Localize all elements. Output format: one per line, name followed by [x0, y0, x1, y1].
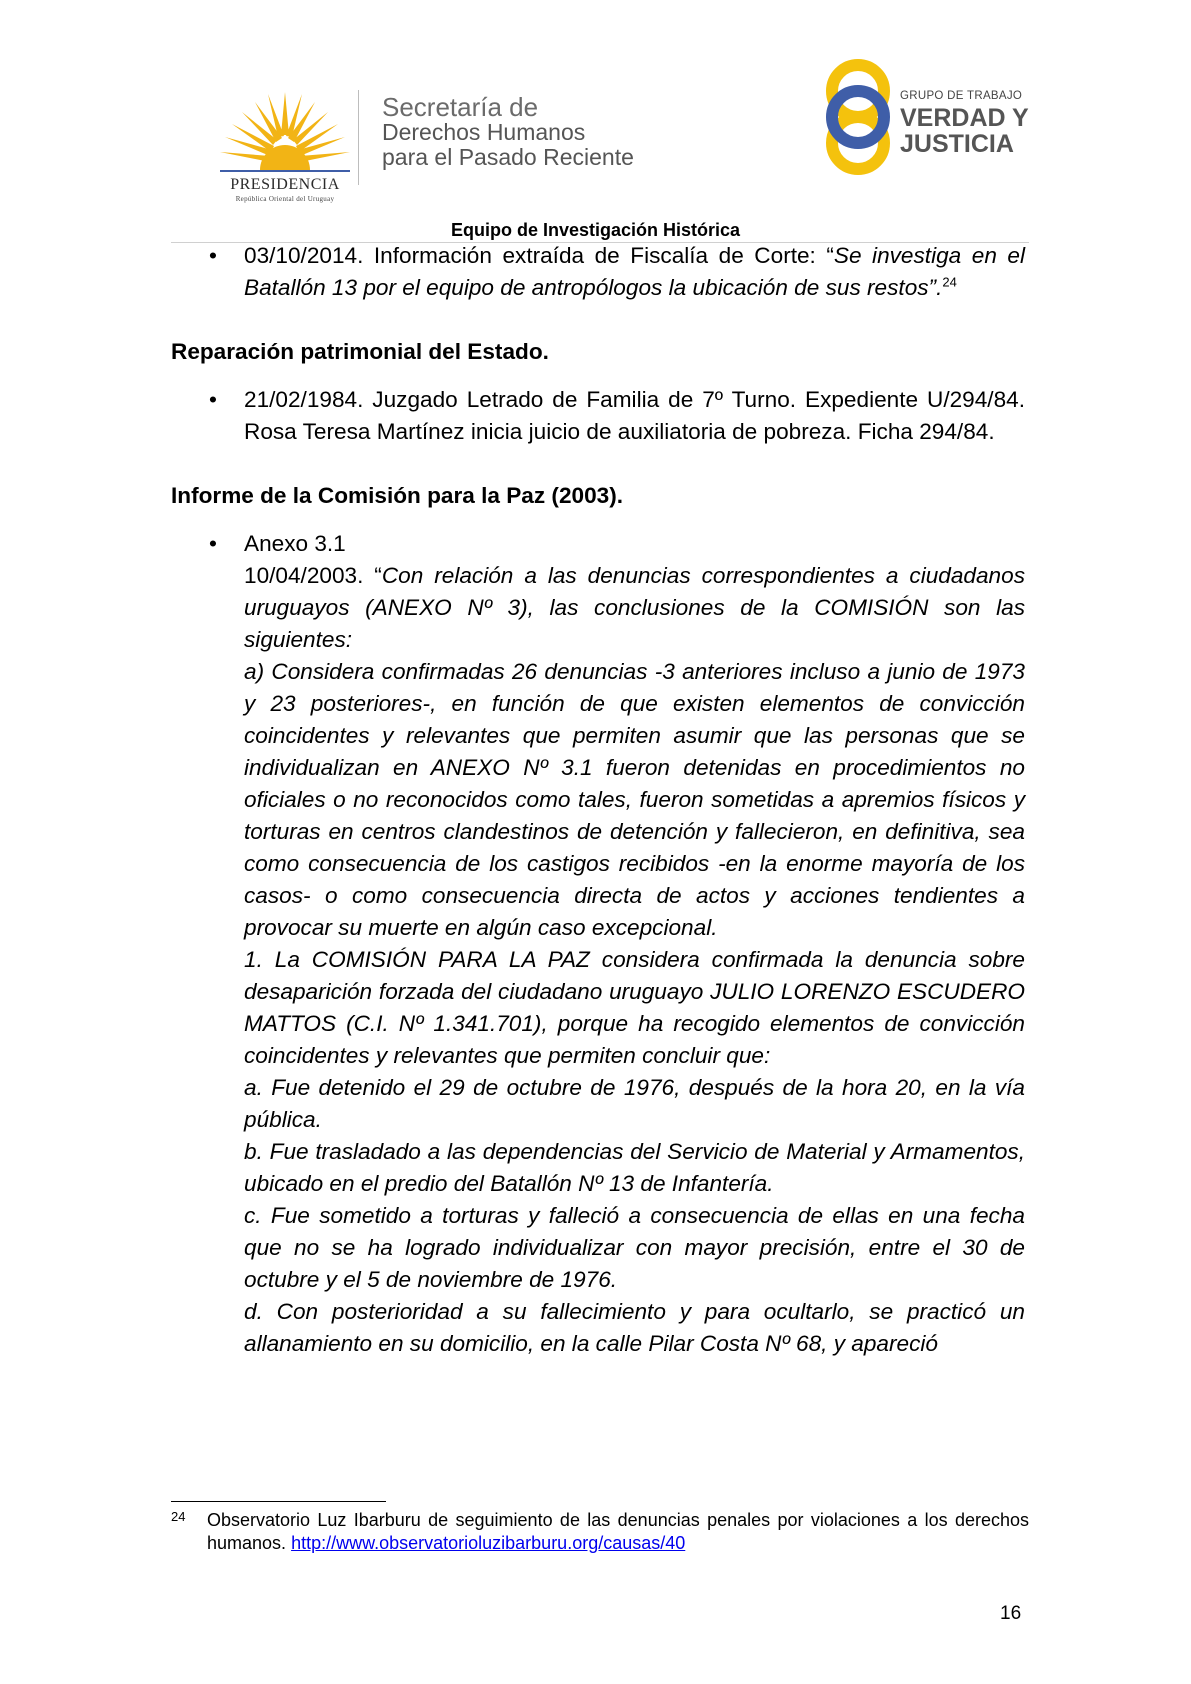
paragraph: 21/02/1984. Juzgado Letrado de Familia de 7º Turno. Expediente U/294/84. Rosa Teresa Martínez inicia juicio de auxiliatoria de pobreza. Ficha 294/84.: [244, 387, 1025, 444]
footnote-number: 24: [171, 1509, 186, 1524]
secretaria-line2: Derechos Humanos: [382, 119, 586, 145]
list-item: [171, 384, 1025, 448]
presidencia-name: PRESIDENCIA: [230, 176, 340, 193]
secretaria-logo-text: [382, 92, 634, 170]
paragraph: a) Considera confirmadas 26 denuncias -3 anteriores incluso a junio de 1973 y 23 posteriores-, en función de que existen elementos de convicción coincidentes y relevantes que permiten asumir que las personas que se individualizan en ANEXO Nº 3.1 fueron detenidas en procedimientos no oficiales o no reconocidos como tales, fueron sometidas a apremios físicos y torturas en centros clandestinos de detención y fallecieron, en definitiva, sea como consecuencia de los castigos recibidos -en la enorme mayoría de los casos- o como consecuencia directa de actos y acciones tendientes a provocar su muerte en algún caso excepcional.: [244, 659, 1025, 940]
footnote: [171, 1509, 1029, 1555]
paragraph: c. Fue sometido a torturas y falleció a consecuencia de ellas en una fecha que no se ha logrado individualizar con mayor precisión, entre el 30 de octubre y el 5 de noviembre de 1976.: [244, 1203, 1025, 1292]
footnote-rule: [171, 1501, 386, 1502]
footnote-link[interactable]: http://www.observatorioluzibarburu.org/causas/40: [291, 1533, 686, 1553]
secretaria-line1: Secretaría de: [382, 92, 539, 122]
bullet-icon: •: [209, 243, 217, 268]
paragraph: 1. La COMISIÓN PARA LA PAZ considera confirmada la denuncia sobre desaparición forzada del ciudadano uruguayo JULIO LORENZO ESCUDERO MATTOS (C.I. Nº 1.341.701), porque ha recogido elementos de convicción coincidentes y relevantes que permiten concluir que:: [244, 947, 1025, 1068]
paragraph: d. Con posterioridad a su fallecimiento y para ocultarlo, se practicó un allanamiento en su domicilio, en la calle Pilar Costa Nº 68, y apareció: [244, 1299, 1025, 1356]
section-heading: Reparación patrimonial del Estado.: [171, 339, 549, 364]
interlocking-rings-icon: [820, 55, 900, 185]
list-item: [171, 528, 1025, 1360]
list-item: [171, 240, 1025, 304]
footnote-ref: 24: [942, 274, 957, 290]
paragraph: a. Fue detenido el 29 de octubre de 1976, después de la hora 20, en la vía pública.: [244, 1075, 1025, 1132]
presidencia-subtitle: República Oriental del Uruguay: [235, 195, 335, 203]
item-text: 03/10/2014. Información extraída de Fiscalía de Corte: “: [244, 243, 834, 268]
document-body: [171, 240, 1025, 1360]
page-number: 16: [1000, 1603, 1022, 1624]
secretaria-line3: para el Pasado Reciente: [382, 144, 634, 170]
paragraph: [244, 560, 1025, 656]
team-title: Equipo de Investigación Histórica: [450, 220, 741, 240]
quote-text: Con relación a las denuncias correspondientes a ciudadanos uruguayos (ANEXO Nº 3), las conclusiones de la COMISIÓN son las siguientes:: [244, 563, 1025, 652]
grupo-line1: GRUPO DE TRABAJO: [900, 90, 1023, 102]
footnote-text: Observatorio Luz Ibarburu de seguimiento de las denuncias penales por violaciones a los derechos humanos. http://www.observatorioluzibarburu.org/causas/40: [207, 1510, 1029, 1553]
presidencia-logo: [210, 90, 360, 203]
bullet-icon: •: [209, 387, 217, 412]
grupo-line3: JUSTICIA: [900, 130, 1014, 158]
paragraph: [244, 240, 1025, 304]
annex-label: Anexo 3.1: [244, 531, 346, 556]
header-divider: [358, 90, 359, 185]
grupo-line2: VERDAD Y: [900, 104, 1029, 132]
page-header: [0, 55, 1191, 203]
section-heading: Informe de la Comisión para la Paz (2003).: [171, 483, 624, 508]
quote-text: Se investiga en el Batallón 13 por el equipo de antropólogos la ubicación de sus restos”.: [244, 243, 1025, 300]
paragraph: b. Fue trasladado a las dependencias del Servicio de Material y Armamentos, ubicado en el predio del Batallón Nº 13 de Infantería.: [244, 1139, 1025, 1196]
sun-emblem-icon: [210, 90, 360, 175]
grupo-verdad-justicia-logo: [820, 55, 1060, 185]
annex-date: 10/04/2003. “: [244, 563, 382, 588]
bullet-icon: •: [209, 531, 217, 556]
